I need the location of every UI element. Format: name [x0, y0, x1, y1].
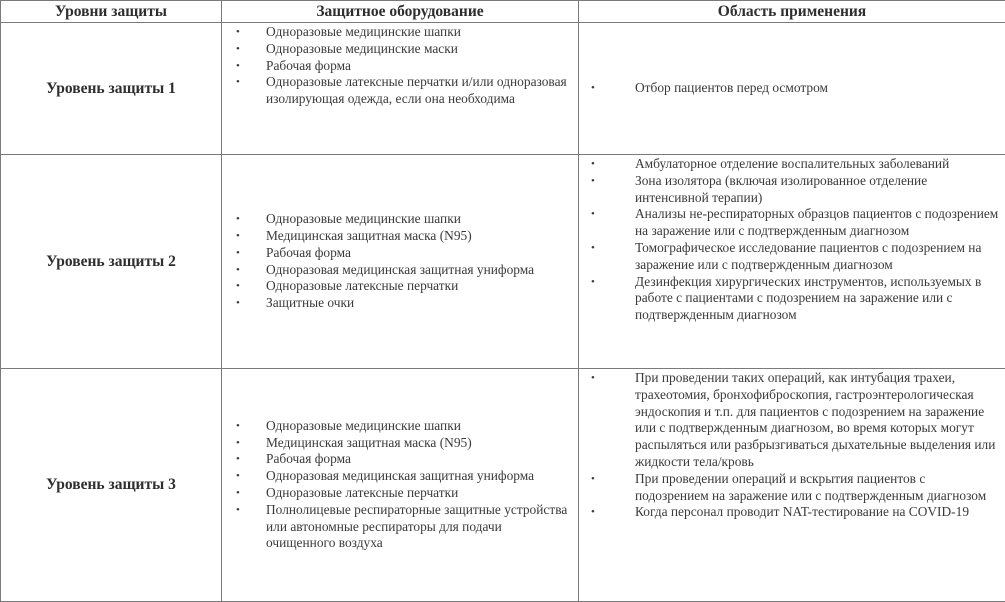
- header-equipment: Защитное оборудование: [222, 1, 579, 23]
- level-cell: Уровень защиты 1: [1, 23, 222, 155]
- list-item: • Одноразовые латексные перчатки: [222, 278, 578, 295]
- list-item: • Отбор пациентов перед осмотром: [579, 80, 1005, 97]
- table-row: [1, 155, 1005, 369]
- list-item: • Одноразовые медицинские шапки: [222, 211, 578, 228]
- equipment-list: [222, 24, 578, 108]
- list-item: • Одноразовые латексные перчатки: [222, 485, 578, 502]
- list-item: • Рабочая форма: [222, 245, 578, 262]
- equipment-list: [222, 418, 578, 552]
- list-item: • Одноразовые медицинские маски: [222, 41, 578, 58]
- list-item: • Томографическое исследование пациентов с подозрением на заражение или с подтвержденным диагнозом: [579, 240, 1005, 274]
- list-item: • При проведении таких операций, как интубация трахеи, трахеотомия, бронхофиброскопия, гастроэнтерологическая эндоскопия и т.п. для пациентов с подозрением на заражение или с подтвержденным диагнозом, во время которых могут распыляться или разбрызгиваться дыхательные выделения или жидкости тела/кровь: [579, 370, 1005, 471]
- equipment-cell: [222, 369, 579, 602]
- list-item: • Одноразовые медицинские шапки: [222, 24, 578, 41]
- table-row: [1, 369, 1005, 602]
- application-area-list: [579, 80, 1005, 97]
- equipment-list: [222, 211, 578, 312]
- application-area-list: [579, 156, 1005, 324]
- list-item: • Зона изолятора (включая изолированное отделение интенсивной терапии): [579, 173, 1005, 207]
- table-row: [1, 23, 1005, 155]
- application-area-cell: [579, 155, 1005, 369]
- equipment-cell: [222, 155, 579, 369]
- list-item: • Одноразовые латексные перчатки и/или одноразовая изолирующая одежда, если она необходима: [222, 74, 578, 108]
- application-area-list: [579, 370, 1005, 521]
- list-item: • При проведении операций и вскрытия пациентов с подозрением на заражение или с подтвержденным диагнозом: [579, 471, 1005, 505]
- list-item: • Одноразовая медицинская защитная униформа: [222, 262, 578, 279]
- list-item: • Одноразовая медицинская защитная униформа: [222, 468, 578, 485]
- list-item: • Дезинфекция хирургических инструментов, используемых в работе с пациентами с подозрением на заражение или с подтвержденным диагнозом: [579, 274, 1005, 324]
- list-item: • Защитные очки: [222, 295, 578, 312]
- list-item: • Амбулаторное отделение воспалительных заболеваний: [579, 156, 1005, 173]
- list-item: • Анализы не-респираторных образцов пациентов с подозрением на заражение или с подтвержденным диагнозом: [579, 206, 1005, 240]
- level-cell: Уровень защиты 2: [1, 155, 222, 369]
- header-application-area: Область применения: [579, 1, 1005, 23]
- header-levels: Уровни защиты: [1, 1, 222, 23]
- list-item: • Одноразовые медицинские шапки: [222, 418, 578, 435]
- list-item: • Медицинская защитная маска (N95): [222, 228, 578, 245]
- application-area-cell: [579, 369, 1005, 602]
- list-item: • Медицинская защитная маска (N95): [222, 435, 578, 452]
- level-cell: Уровень защиты 3: [1, 369, 222, 602]
- equipment-cell: [222, 23, 579, 155]
- header-row: [1, 1, 1005, 23]
- list-item: • Рабочая форма: [222, 451, 578, 468]
- list-item: • Когда персонал проводит NAT-тестирование на COVID-19: [579, 504, 1005, 521]
- list-item: • Рабочая форма: [222, 58, 578, 75]
- list-item: • Полнолицевые респираторные защитные устройства или автономные респираторы для подачи очищенного воздуха: [222, 502, 578, 552]
- application-area-cell: [579, 23, 1005, 155]
